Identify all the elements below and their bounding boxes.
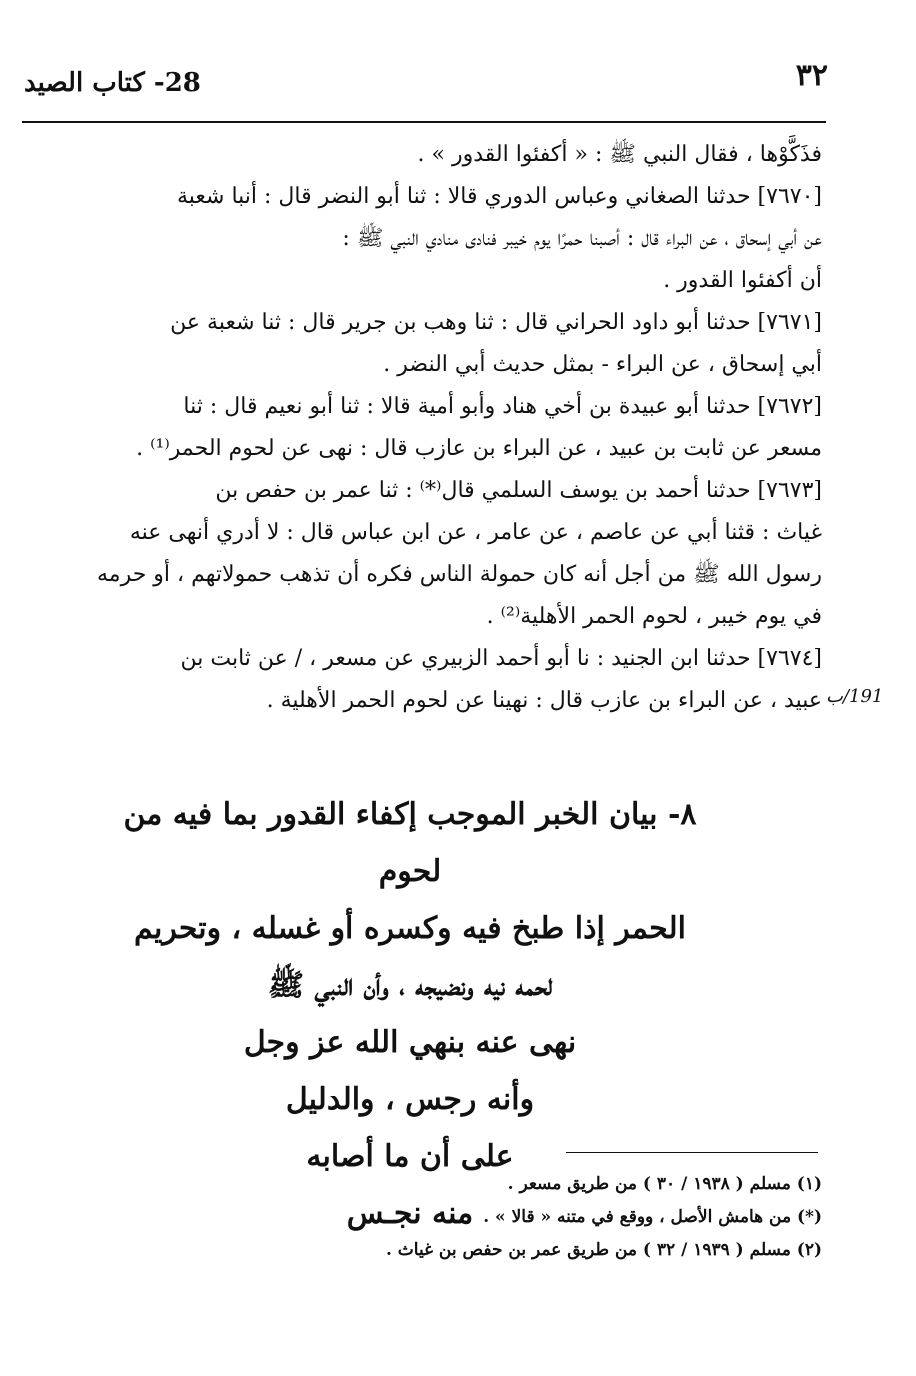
page-number: ٣٢ bbox=[795, 58, 828, 93]
text-line: أبي إسحاق ، عن البراء - بمثل حديث أبي النضر . bbox=[383, 352, 822, 377]
heading-line: الحمر إذا طبخ فيه وكسره أو غسله ، وتحريم bbox=[134, 911, 686, 946]
footnote-divider bbox=[566, 1152, 818, 1153]
book-chapter-title: 28- كتاب الصيد bbox=[24, 68, 201, 98]
text-line: فذَكَّوْها ، فقال النبي ﷺ : « أكفئوا القدور » . bbox=[417, 142, 822, 167]
heading-line: لحمه نيه ونضيجه ، وأن النبي ﷺ bbox=[267, 968, 553, 1003]
text-line: في يوم خيبر ، لحوم الحمر الأهلية⁽²⁾ . bbox=[486, 604, 822, 629]
text-line: [٧٦٧٣] حدثنا أحمد بن يوسف السلمي قال⁽*⁾ : ثنا عمر بن حفص بن bbox=[215, 478, 822, 503]
heading-line: منه نجـس bbox=[346, 1196, 474, 1231]
text-line: [٧٦٧٤] حدثنا ابن الجنيد : نا أبو أحمد الزبيري عن مسعر ، / عن ثابت بن bbox=[180, 646, 822, 671]
footnote: (١) مسلم ( ١٩٣٨ / ٣٠ ) من طريق مسعر . bbox=[507, 1174, 822, 1194]
footnote: (*) من هامش الأصل ، ووقع في متنه « قالا » . bbox=[483, 1207, 822, 1227]
text-line: عن أبي إسحاق ، عن البراء قال : أصبنا حمرًا يوم خيبر فنادى منادي النبي ﷺ : bbox=[342, 226, 822, 251]
text-line: [٧٦٧١] حدثنا أبو داود الحراني قال : ثنا وهب بن جرير قال : ثنا شعبة عن bbox=[170, 310, 822, 335]
text-line: أن أكفئوا القدور . bbox=[663, 268, 822, 293]
heading-line: على أن ما أصابه bbox=[306, 1139, 514, 1174]
text-line: [٧٦٧٢] حدثنا أبو عبيدة بن أخي هناد وأبو أمية قالا : ثنا أبو نعيم قال : ثنا bbox=[183, 394, 822, 419]
text-line: غياث : قثنا أبي عن عاصم ، عن عامر ، عن ابن عباس قال : لا أدري أنهى عنه bbox=[129, 520, 822, 545]
heading-line: ٨- بيان الخبر الموجب إكفاء القدور بما فيه من لحوم bbox=[123, 797, 697, 889]
hadith-text-block bbox=[22, 134, 822, 722]
heading-line: وأنه رجس ، والدليل bbox=[285, 1082, 535, 1117]
text-line: رسول الله ﷺ من أجل أنه كان حمولة الناس فكره أن تذهب حمولاتهم ، أو حرمه bbox=[96, 562, 822, 587]
text-line: [٧٦٧٠] حدثنا الصغاني وعباس الدوري قالا : ثنا أبو النضر قال : أنبا شعبة bbox=[176, 184, 822, 209]
heading-line: نهى عنه بنهي الله عز وجل bbox=[243, 1025, 577, 1060]
footnotes bbox=[386, 1168, 822, 1267]
footnote: (٢) مسلم ( ١٩٣٩ / ٣٢ ) من طريق عمر بن حفص بن غياث . bbox=[385, 1240, 822, 1260]
manuscript-folio-note: 191/ب bbox=[826, 686, 884, 707]
text-line: مسعر عن ثابت بن عبيد ، عن البراء بن عازب قال : نهى عن لحوم الحمر⁽¹⁾ . bbox=[136, 436, 822, 461]
header-divider bbox=[22, 121, 826, 123]
text-line: عبيد ، عن البراء بن عازب قال : نهينا عن لحوم الحمر الأهلية . bbox=[266, 688, 822, 713]
